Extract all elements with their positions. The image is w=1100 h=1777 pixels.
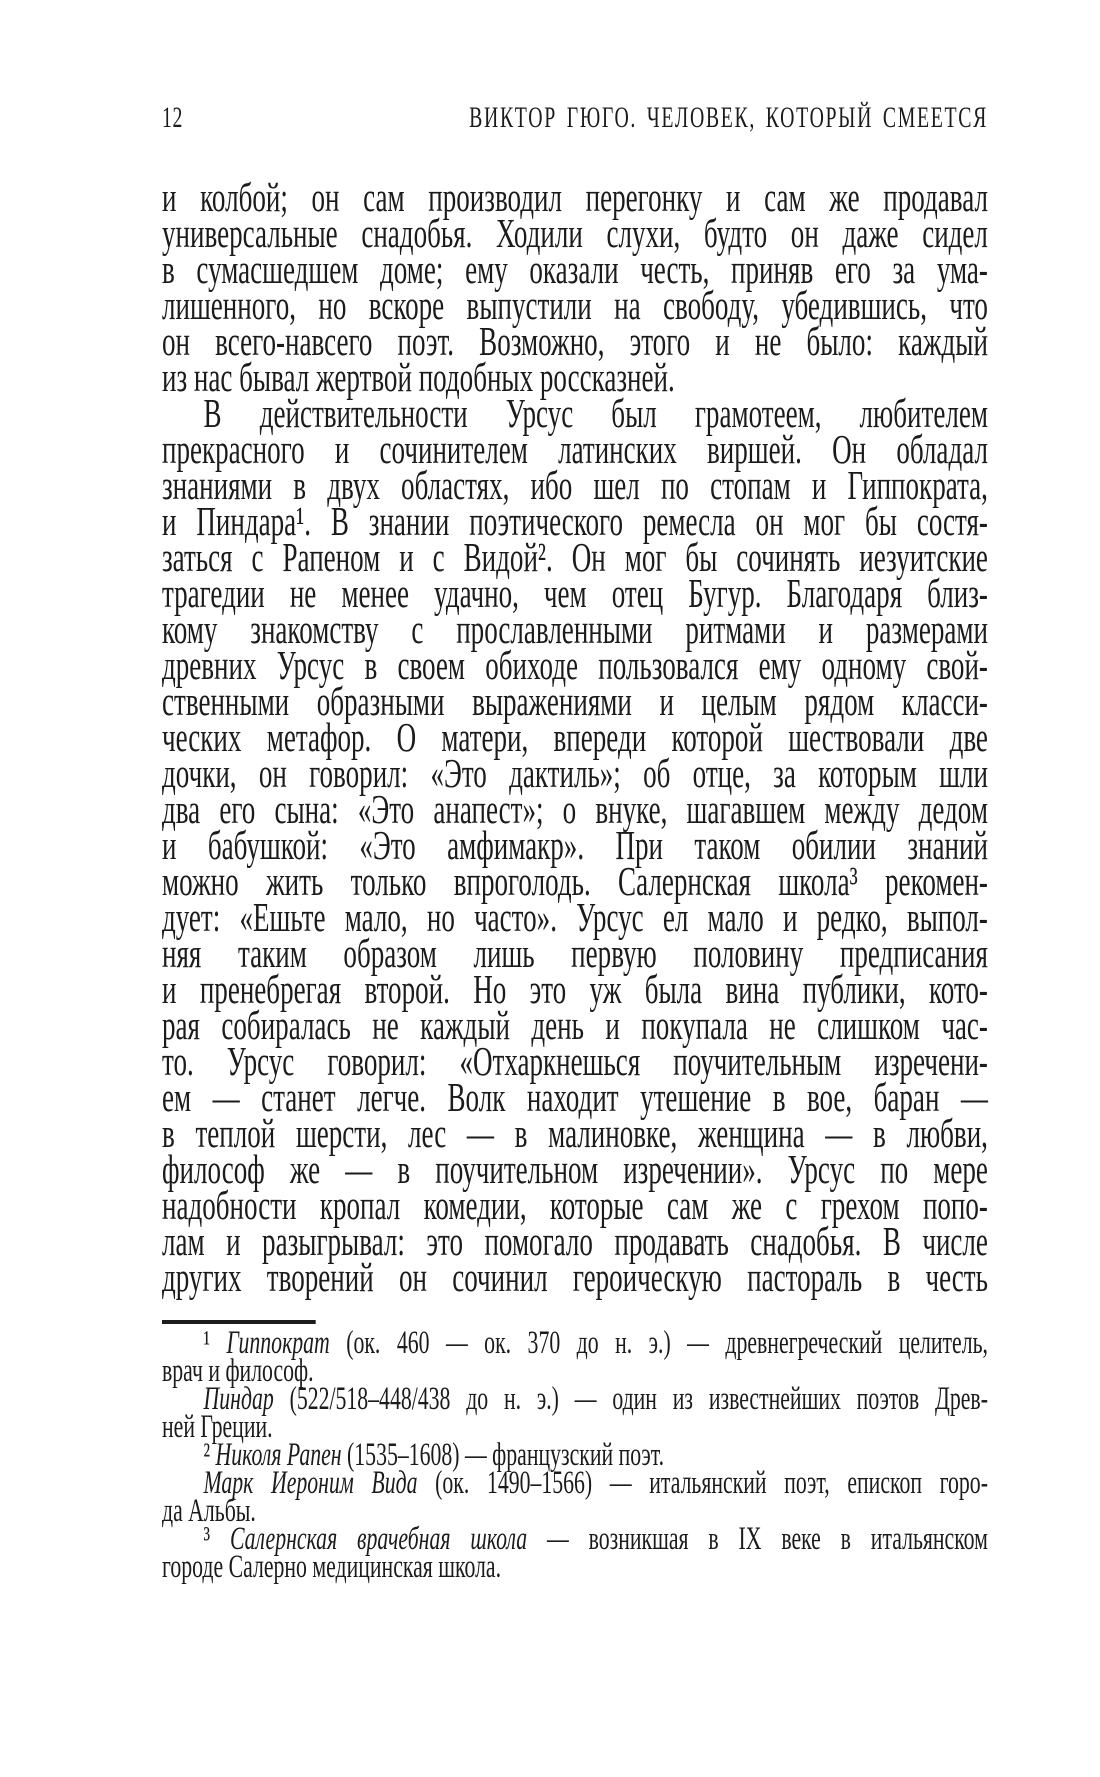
text-segment: из нас бывал жертвой подобных россказней. <box>162 354 675 400</box>
body-text <box>162 174 988 1300</box>
text-segment: в сумасшедшем доме; ему оказали честь, приняв его за ума- <box>162 246 988 292</box>
footnotes <box>162 1325 988 1585</box>
text-segment: дует: «Ешьте мало, но часто». Урсус ел мало и редко, выпол- <box>162 894 988 940</box>
text-segment: в теплой шерсти, лес — в малиновке, женщина — в любви, <box>162 1110 988 1156</box>
page-number: 12 <box>162 101 184 134</box>
italic-text: Пиндар <box>203 1381 274 1417</box>
text-segment: ней Греции. <box>162 1409 273 1445</box>
footnote-paragraph <box>162 1465 988 1529</box>
italic-text: Марк Иероним Вида <box>203 1465 418 1501</box>
text-segment: ческих метафор. О матери, впереди которой шествовали две <box>162 714 988 760</box>
text-segment: знаниями в двух областях, ибо шел по стопам и Гиппократа, <box>162 462 988 508</box>
paragraph <box>162 390 988 1300</box>
text-segment: кому знакомству с прославленными ритмами и размерами <box>162 606 988 652</box>
text-segment: ственными образными выражениями и целым рядом класси- <box>162 678 988 724</box>
text-segment: (1535–1608) — французский поэт. <box>341 1437 665 1473</box>
text-segment: В действительности Урсус был грамотеем, любителем <box>203 390 988 436</box>
text-segment: няя таким образом лишь первую половину предписания <box>162 930 988 976</box>
italic-text: Николя Рапен <box>215 1437 342 1473</box>
text-line <box>162 1254 988 1300</box>
text-segment: врач и философ. <box>162 1353 314 1389</box>
text-segment: и Пиндара¹. В знании поэтического ремесла он мог бы состя- <box>162 498 988 544</box>
running-title: ВИКТОР ГЮГО. ЧЕЛОВЕК, КОТОРЫЙ СМЕЕТСЯ <box>469 101 988 134</box>
text-segment: — возникшая в IX веке в итальянском <box>527 1521 988 1557</box>
text-segment: (ок. 460 — ок. 370 до н. э.) — древнегреческий целитель, <box>329 1325 988 1361</box>
text-segment: философ же — в поучительном изречении». Урсус по мере <box>162 1146 988 1192</box>
text-segment: городе Салерно медицинская школа. <box>162 1549 502 1585</box>
text-segment: два его сына: «Это анапест»; о внуке, шагавшем между дедом <box>162 786 988 832</box>
text-column <box>162 0 988 1585</box>
text-segment: ем — станет легче. Волк находит утешение в вое, баран — <box>162 1074 988 1120</box>
text-segment: дочки, он говорил: «Это дактиль»; об отце, за которым шли <box>162 750 988 796</box>
text-segment: да Альбы. <box>162 1493 256 1529</box>
text-segment: можно жить только впроголодь. Салернская школа³ рекомен- <box>162 858 988 904</box>
text-segment: и бабушкой: «Это амфимакр». При таком обилии знаний <box>162 822 988 868</box>
footnote-paragraph <box>162 1521 988 1585</box>
text-line <box>162 1549 988 1585</box>
text-segment: надобности кропал комедии, которые сам же с грехом попо- <box>162 1182 988 1228</box>
text-segment: рая собиралась не каждый день и покупала не слишком час- <box>162 1002 988 1048</box>
footnote-paragraph <box>162 1381 988 1445</box>
text-segment: лишенного, но вскоре выпустили на свободу, убедившись, что <box>162 282 988 328</box>
text-segment: универсальные снадобья. Ходили слухи, будто он даже сидел <box>162 210 988 256</box>
footnote-paragraph <box>162 1325 988 1389</box>
text-segment: и колбой; он сам производил перегонку и сам же продавал <box>162 174 988 220</box>
italic-text: Салернская врачебная школа <box>229 1521 528 1557</box>
text-segment: (522/518–448/438 до н. э.) — один из известнейших поэтов Древ- <box>273 1381 988 1417</box>
text-segment: прекрасного и сочинителем латинских виршей. Он обладал <box>162 426 988 472</box>
text-line <box>162 1381 988 1417</box>
paragraph <box>162 174 988 400</box>
text-line <box>162 1465 988 1501</box>
text-segment: древних Урсус в своем обиходе пользовался ему одному свой- <box>162 642 988 688</box>
running-header <box>162 100 988 136</box>
text-segment: заться с Рапеном и с Видой². Он мог бы сочинять иезуитские <box>162 534 988 580</box>
text-segment: ² <box>203 1437 216 1473</box>
text-segment: ¹ <box>203 1325 227 1361</box>
text-segment: ³ <box>203 1521 230 1557</box>
footnote-separator-rule <box>162 1320 316 1324</box>
text-segment: трагедии не менее удачно, чем отец Бугур. Благодаря близ- <box>162 570 988 616</box>
text-segment: то. Урсус говорил: «Отхаркнешься поучительным изречени- <box>162 1038 988 1084</box>
text-segment: и пренебрегая второй. Но это уж была вина публики, кото- <box>162 966 988 1012</box>
text-segment: других творений он сочинил героическую пастораль в честь <box>162 1254 988 1300</box>
text-segment: он всего-навсего поэт. Возможно, этого и не было: каждый <box>162 318 988 364</box>
text-segment: (ок. 1490–1566) — итальянский поэт, епископ горо- <box>417 1465 988 1501</box>
text-segment: лам и разыгрывал: это помогало продавать снадобья. В числе <box>162 1218 988 1264</box>
italic-text: Гиппократ <box>226 1325 330 1361</box>
